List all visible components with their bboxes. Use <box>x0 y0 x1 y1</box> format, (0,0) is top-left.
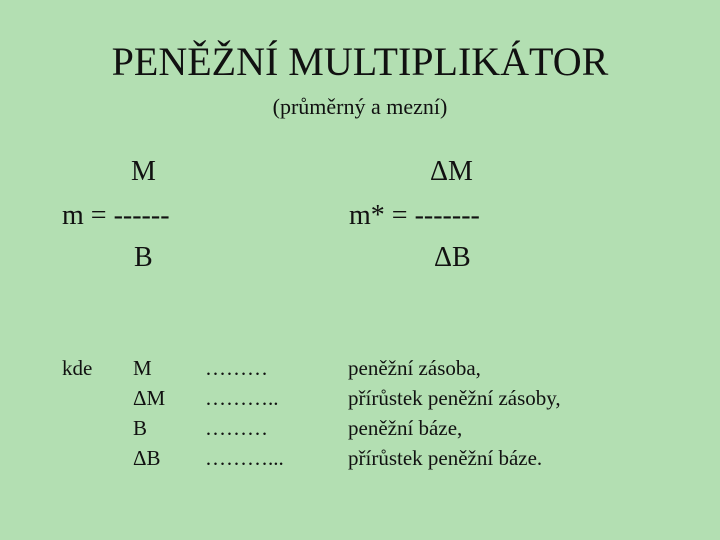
meaning-money-supply: peněžní zásoba, <box>348 356 481 380</box>
symbol-column <box>133 353 165 473</box>
meaning-money-supply-increase: přírůstek peněžní zásoby, <box>348 386 561 410</box>
symbol-delta-b: ΔB <box>133 446 161 470</box>
kde-label: kde <box>62 356 93 380</box>
leader-dots: ……… <box>205 416 268 440</box>
meaning-monetary-base-increase: přírůstek peněžní báze. <box>348 446 543 470</box>
leader-dots: ………... <box>205 446 284 470</box>
marginal-denominator: ΔB <box>434 242 471 273</box>
meaning-monetary-base: peněžní báze, <box>348 416 463 440</box>
average-numerator: M <box>131 156 156 187</box>
symbol-b: B <box>133 416 148 440</box>
marginal-numerator: ΔM <box>430 156 473 187</box>
average-lhs: m = ------ <box>62 200 170 231</box>
leader-dots: ……….. <box>205 386 279 410</box>
symbol-delta-m: ΔM <box>133 386 166 410</box>
symbol-m: M <box>133 356 152 380</box>
marginal-lhs: m* = ------- <box>349 200 480 231</box>
average-denominator: B <box>134 242 153 273</box>
dots-column <box>205 353 284 473</box>
page-subtitle: (průměrný a mezní) <box>272 94 448 119</box>
leader-dots: ……… <box>205 356 268 380</box>
meaning-column <box>348 353 561 473</box>
page-title: PENĚŽNÍ MULTIPLIKÁTOR <box>111 39 609 84</box>
